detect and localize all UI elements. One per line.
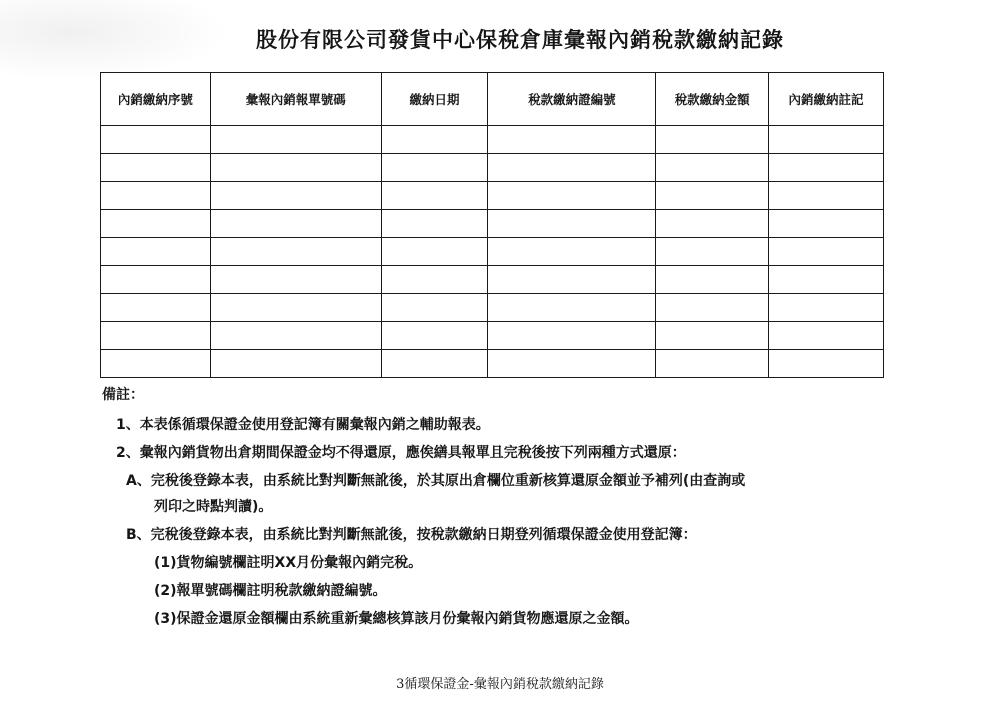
- table-row: [101, 266, 884, 294]
- note-2a-continued: 列印之時點判讀)。: [154, 499, 273, 515]
- table-cell: [488, 294, 656, 322]
- note-2: 2、彙報內銷貨物出倉期間保證金均不得還原，應俟繕具報單且完稅後按下列兩種方式還原：: [116, 445, 686, 461]
- table-cell: [101, 182, 211, 210]
- table-cell: [381, 182, 488, 210]
- table-cell: [210, 182, 381, 210]
- table-cell: [656, 294, 769, 322]
- table-cell: [769, 126, 884, 154]
- table-cell: [656, 350, 769, 378]
- table-cell: [769, 154, 884, 182]
- table-cell: [210, 210, 381, 238]
- table-cell: [101, 238, 211, 266]
- table-cell: [488, 154, 656, 182]
- table-cell: [101, 154, 211, 182]
- table-row: [101, 350, 884, 378]
- note-2b-3: (3)保證金還原金額欄由系統重新彙總核算該月份彙報內銷貨物應還原之金額。: [154, 611, 639, 627]
- table-row: [101, 322, 884, 350]
- note-2b: B、完稅後登錄本表，由系統比對判斷無訛後，按稅款繳納日期登列循環保證金使用登記簿：: [126, 527, 697, 543]
- header-tax-amount: 稅款繳納金額: [656, 73, 769, 126]
- table-cell: [101, 322, 211, 350]
- table-row: [101, 182, 884, 210]
- table-cell: [656, 126, 769, 154]
- table-cell: [210, 350, 381, 378]
- table-cell: [101, 294, 211, 322]
- table-cell: [101, 210, 211, 238]
- table-cell: [101, 350, 211, 378]
- table-cell: [769, 182, 884, 210]
- table-cell: [769, 294, 884, 322]
- note-2b-1: (1)貨物編號欄註明XX月份彙報內銷完稅。: [154, 555, 423, 571]
- table-cell: [210, 154, 381, 182]
- table-cell: [656, 210, 769, 238]
- table-cell: [769, 350, 884, 378]
- table-cell: [656, 182, 769, 210]
- table-cell: [101, 266, 211, 294]
- table-cell: [381, 154, 488, 182]
- table-cell: [381, 294, 488, 322]
- note-2b-2: (2)報單號碼欄註明稅款繳納證編號。: [154, 583, 387, 599]
- table-cell: [488, 350, 656, 378]
- table-cell: [769, 210, 884, 238]
- table-cell: [210, 322, 381, 350]
- table-cell: [488, 238, 656, 266]
- table-cell: [488, 182, 656, 210]
- table-cell: [769, 238, 884, 266]
- note-2a: A、完稅後登錄本表，由系統比對判斷無訛後，於其原出倉欄位重新核算還原金額並予補列(由查詢或: [126, 473, 746, 489]
- header-remarks: 內銷繳納註記: [769, 73, 884, 126]
- table-cell: [769, 266, 884, 294]
- table-row: [101, 294, 884, 322]
- table-cell: [488, 210, 656, 238]
- header-payment-date: 繳納日期: [381, 73, 488, 126]
- table-cell: [656, 322, 769, 350]
- table-row: [101, 210, 884, 238]
- table-body: [101, 126, 884, 378]
- table-cell: [488, 266, 656, 294]
- header-sequence-no: 內銷繳納序號: [101, 73, 211, 126]
- page-title: 股份有限公司發貨中心保稅倉庫彙報內銷稅款繳納記錄: [256, 28, 784, 52]
- page-footer: 3循環保證金-彙報內銷稅款繳納記錄: [396, 677, 604, 692]
- table-cell: [381, 322, 488, 350]
- table-cell: [656, 266, 769, 294]
- table-cell: [381, 266, 488, 294]
- table-cell: [210, 266, 381, 294]
- header-declaration-no: 彙報內銷報單號碼: [210, 73, 381, 126]
- table-row: [101, 238, 884, 266]
- scan-smudge: [0, 0, 230, 80]
- payment-record-table: [100, 72, 884, 378]
- notes-heading: 備註：: [102, 387, 144, 403]
- table-header-row: [101, 73, 884, 126]
- table-cell: [101, 126, 211, 154]
- table-cell: [381, 350, 488, 378]
- table-cell: [381, 126, 488, 154]
- table-cell: [381, 238, 488, 266]
- table-cell: [381, 210, 488, 238]
- header-tax-certificate-no: 稅款繳納證編號: [488, 73, 656, 126]
- table-cell: [488, 322, 656, 350]
- table-cell: [656, 154, 769, 182]
- table-row: [101, 126, 884, 154]
- note-1: 1、本表係循環保證金使用登記簿有關彙報內銷之輔助報表。: [116, 417, 490, 433]
- table-cell: [488, 126, 656, 154]
- table-cell: [656, 238, 769, 266]
- table-cell: [769, 322, 884, 350]
- table-cell: [210, 238, 381, 266]
- table-cell: [210, 294, 381, 322]
- table-row: [101, 154, 884, 182]
- table-cell: [210, 126, 381, 154]
